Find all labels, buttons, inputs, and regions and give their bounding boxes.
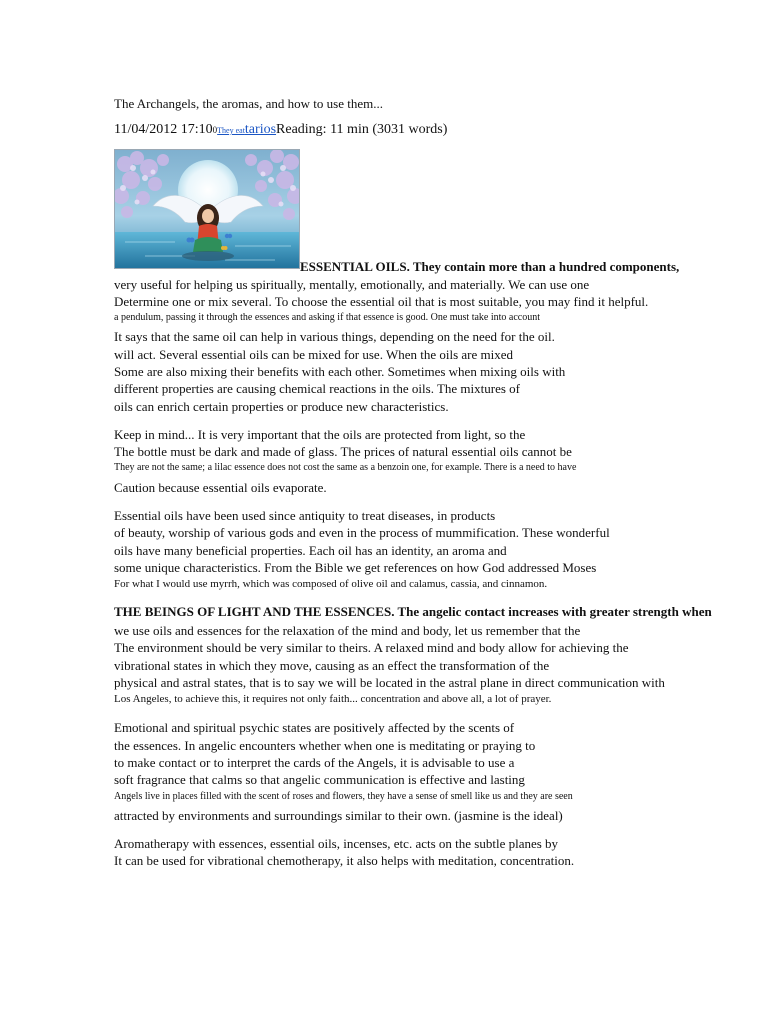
essential-oils-heading: ESSENTIAL OILS. They contain more than a hundred components, (300, 259, 680, 274)
document-meta (114, 122, 447, 138)
text-line: oils have many beneficial properties. Each oil has an identity, an aroma and (114, 543, 507, 558)
angel-image (114, 149, 300, 269)
text-line: vibrational states in which they move, causing as an effect the transformation of the (114, 658, 550, 673)
text-line: physical and astral states, that is to say we will be located in the astral plane in direct communication with (114, 675, 665, 690)
beings-of-light-heading: THE BEINGS OF LIGHT AND THE ESSENCES. The angelic contact increases with greater strength when (114, 604, 712, 619)
text-line: some unique characteristics. From the Bible we get references on how God addressed Moses (114, 560, 597, 575)
text-line: For what I would use myrrh, which was composed of olive oil and calamus, cassia, and cinnamon. (114, 578, 548, 590)
text-line: very useful for helping us spiritually, mentally, emotionally, and materially. We can use one (114, 277, 590, 292)
text-line: oils can enrich certain properties or produce new characteristics. (114, 399, 449, 414)
text-line: Some are also mixing their benefits with each other. Sometimes when mixing oils with (114, 364, 566, 379)
comment-count: 0 (212, 125, 218, 135)
text-line: soft fragrance that calms so that angelic communication is effective and lasting (114, 772, 525, 787)
text-line: Caution because essential oils evaporate. (114, 480, 327, 495)
text-line: Aromatherapy with essences, essential oils, incenses, etc. acts on the subtle planes by (114, 836, 559, 851)
text-line: The bottle must be dark and made of glass. The prices of natural essential oils cannot be (114, 444, 572, 459)
text-line: Los Angeles, to achieve this, it requires not only faith... concentration and above all, a lot of prayer. (114, 693, 552, 705)
text-line: different properties are causing chemical reactions in the oils. The mixtures of (114, 381, 520, 396)
text-line: attracted by environments and surroundings similar to their own. (jasmine is the ideal) (114, 808, 563, 823)
text-line: They are not the same; a lilac essence does not cost the same as a benzoin one, for example. There is a need to have (114, 462, 577, 473)
reading-time: Reading: 11 min (3031 words) (276, 122, 448, 137)
text-line: Essential oils have been used since antiquity to treat diseases, in products (114, 508, 496, 523)
post-date: 11/04/2012 17:10 (114, 122, 213, 137)
author-link[interactable]: tarios (244, 122, 277, 137)
text-line: It says that the same oil can help in various things, depending on the need for the oil. (114, 329, 555, 344)
text-line: Determine one or mix several. To choose the essential oil that is most suitable, you may find it helpful. (114, 294, 649, 309)
text-line: will act. Several essential oils can be mixed for use. When the oils are mixed (114, 347, 514, 362)
text-line: a pendulum, passing it through the essences and asking if that essence is good. One must take into account (114, 312, 541, 323)
text-line: It can be used for vibrational chemotherapy, it also helps with meditation, concentration. (114, 853, 575, 868)
text-line: the essences. In angelic encounters whether when one is meditating or praying to (114, 738, 536, 753)
text-line: Emotional and spiritual psychic states are positively affected by the scents of (114, 720, 515, 735)
author-link-small[interactable]: They eat (217, 126, 245, 135)
text-line: we use oils and essences for the relaxation of the mind and body, let us remember that the (114, 623, 581, 638)
text-line: of beauty, worship of various gods and even in the process of mummification. These wonderful (114, 525, 610, 540)
angel-illustration (115, 150, 300, 269)
text-line: The environment should be very similar to theirs. A relaxed mind and body allow for achieving the (114, 640, 629, 655)
text-line: to make contact or to interpret the cards of the Angels, it is advisable to use a (114, 755, 515, 770)
text-line: Angels live in places filled with the scent of roses and flowers, they have a sense of smell like us and they are seen (114, 791, 573, 802)
document-title: The Archangels, the aromas, and how to use them... (114, 96, 383, 111)
text-line: Keep in mind... It is very important that the oils are protected from light, so the (114, 427, 526, 442)
